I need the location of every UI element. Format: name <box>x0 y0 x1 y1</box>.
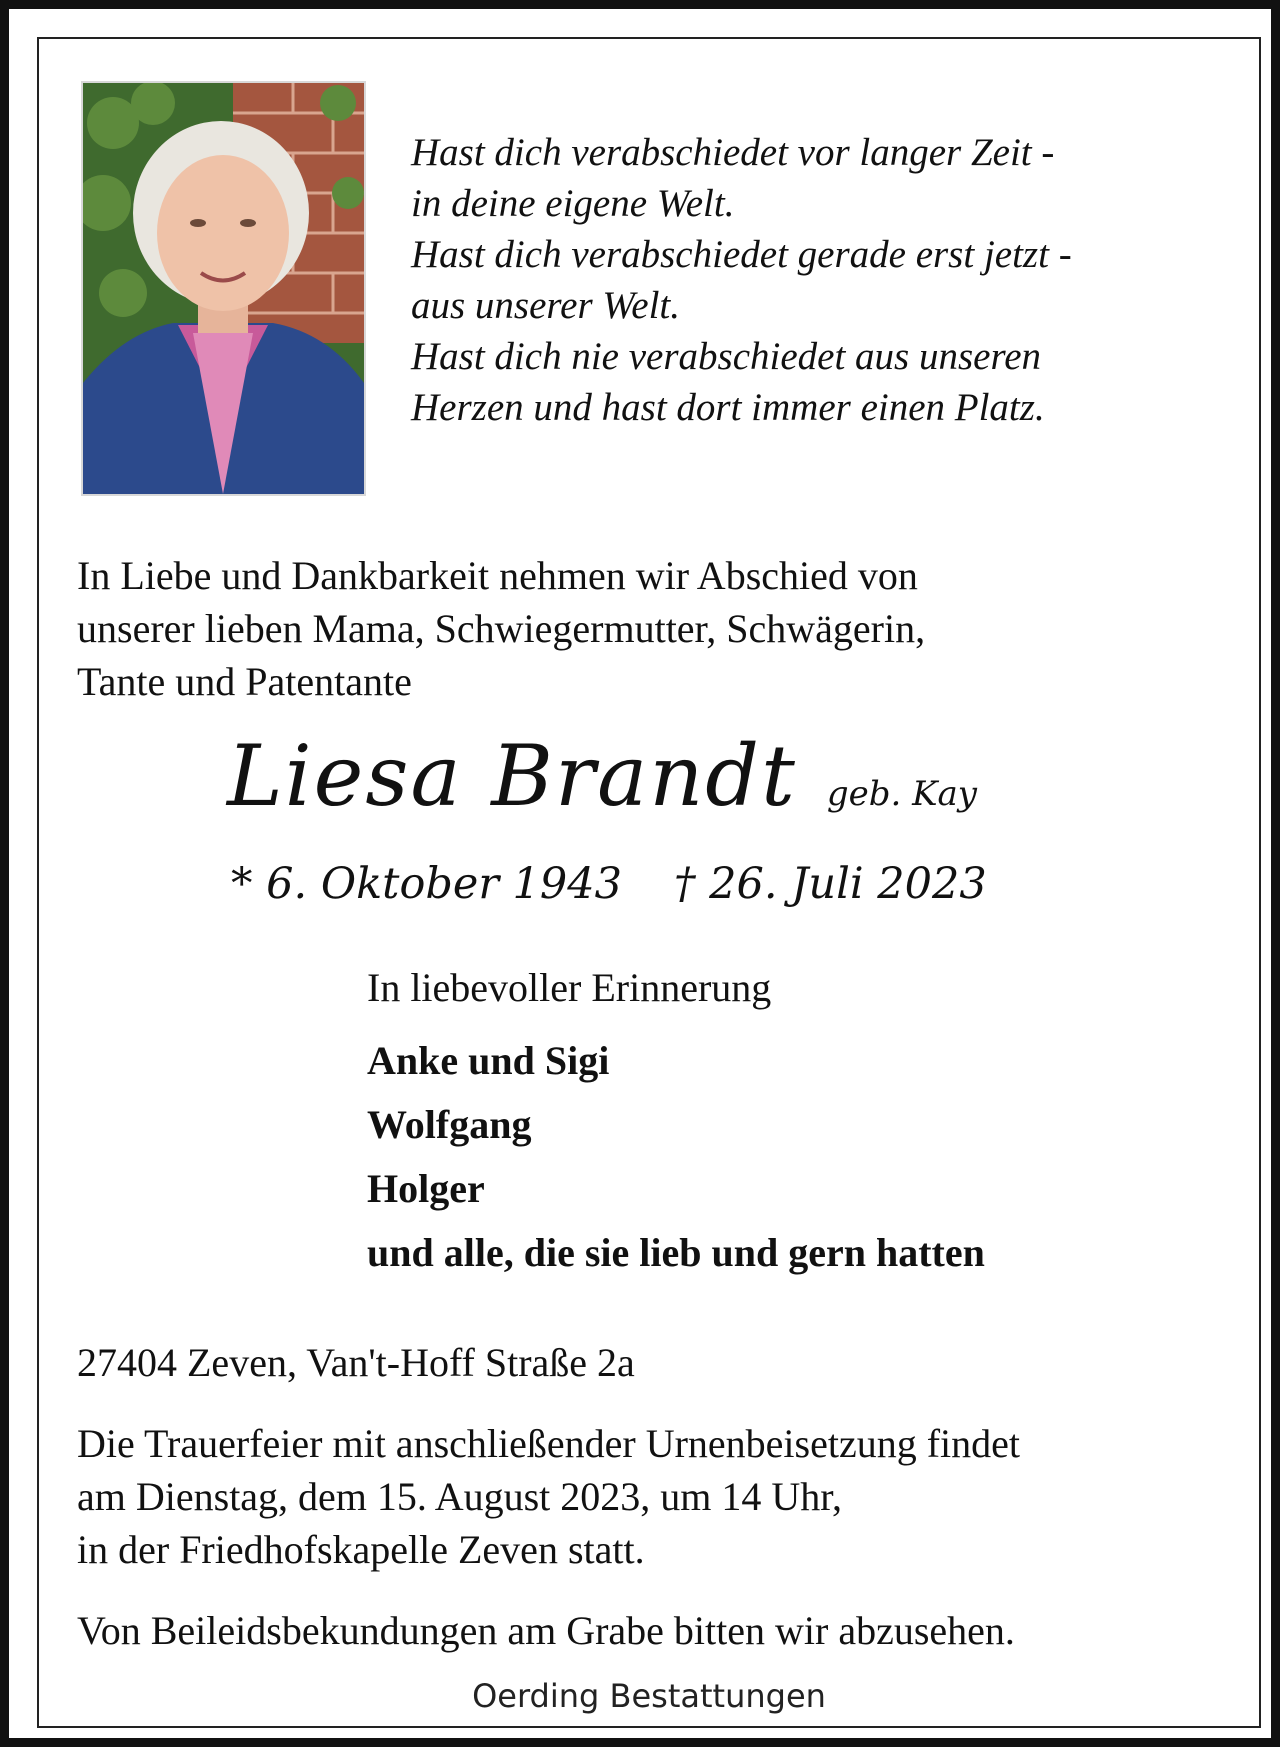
poem-line: Hast dich verabschiedet vor langer Zeit - <box>411 131 1055 174</box>
service-line: Die Trauerfeier mit anschließender Urnenbeisetzung findet <box>77 1421 1021 1466</box>
poem-line: aus unserer Welt. <box>411 284 681 327</box>
poem-line: Hast dich nie verabschiedet aus unseren <box>411 335 1041 378</box>
remembrance-text: In liebevoller Erinnerung <box>367 965 772 1010</box>
intro-line: unserer lieben Mama, Schwiegermutter, Schwägerin, <box>77 606 926 651</box>
intro-text <box>77 549 1227 708</box>
poem <box>411 127 1231 433</box>
poem-line: Hast dich verabschiedet gerade erst jetzt - <box>411 233 1072 276</box>
service-line: in der Friedhofskapelle Zeven statt. <box>77 1527 645 1572</box>
intro-line: In Liebe und Dankbarkeit nehmen wir Abschied von <box>77 553 918 598</box>
service-line: am Dienstag, dem 15. August 2023, um 14 Uhr, <box>77 1474 842 1519</box>
deceased-name-line <box>227 727 977 825</box>
condolence-note: Von Beileidsbekundungen am Grabe bitten wir abzusehen. <box>77 1608 1015 1653</box>
birth-date: * 6. Oktober 1943 <box>231 859 622 909</box>
mourner: Holger <box>367 1166 485 1211</box>
poem-line: Herzen und hast dort immer einen Platz. <box>411 386 1045 429</box>
mourner: und alle, die sie lieb und gern hatten <box>367 1230 985 1275</box>
poem-line: in deine eigene Welt. <box>411 182 735 225</box>
death-date: † 26. Juli 2023 <box>673 859 987 909</box>
portrait-photo <box>81 81 366 496</box>
intro-line: Tante und Patentante <box>77 659 412 704</box>
mourner: Anke und Sigi <box>367 1038 610 1083</box>
life-dates <box>231 859 987 909</box>
deceased-name: Liesa Brandt <box>227 727 797 825</box>
undertaker-name: Oerding Bestattungen <box>472 1677 826 1715</box>
mourner: Wolfgang <box>367 1102 532 1147</box>
maiden-name: geb. Kay <box>826 774 977 814</box>
address: 27404 Zeven, Van't-Hoff Straße 2a <box>77 1340 635 1385</box>
mourners-list <box>367 1029 985 1285</box>
service-info <box>77 1417 1020 1576</box>
